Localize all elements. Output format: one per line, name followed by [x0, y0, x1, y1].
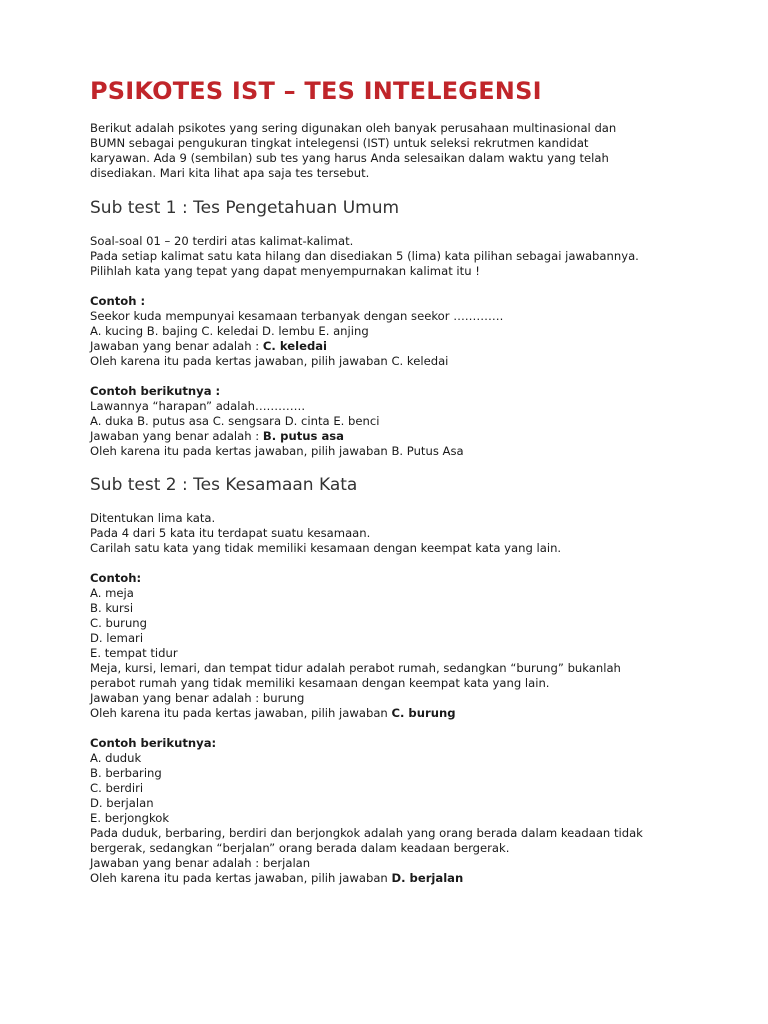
- intro-line: BUMN sebagai pengukuran tingkat intelegensi (IST) untuk seleksi rekrutmen kandidat: [90, 136, 589, 150]
- sub1-next-example-question: Lawannya “harapan” adalah………….: [90, 399, 305, 413]
- sub1-next-example-label: Contoh berikutnya :: [90, 384, 221, 398]
- sub2-next-example-answer: Jawaban yang benar adalah : berjalan: [90, 856, 311, 870]
- sub-test-2-section: [90, 511, 728, 886]
- sub2-example-label: Contoh:: [90, 571, 142, 585]
- conclusion-answer: D. berjalan: [391, 871, 464, 885]
- sub2-example-option: D. lemari: [90, 631, 144, 645]
- sub2-next-example-option: D. berjalan: [90, 796, 154, 810]
- sub1-example-conclusion: Oleh karena itu pada kertas jawaban, pilih jawaban C. keledai: [90, 354, 449, 368]
- sub2-next-example-explanation: bergerak, sedangkan “berjalan” orang berada dalam keadaan bergerak.: [90, 841, 510, 855]
- sub2-next-example-label: Contoh berikutnya:: [90, 736, 217, 750]
- sub2-desc-line: Pada 4 dari 5 kata itu terdapat suatu kesamaan.: [90, 526, 371, 540]
- sub2-desc-line: Ditentukan lima kata.: [90, 511, 216, 525]
- answer-value: C. keledai: [262, 339, 328, 353]
- page-title: PSIKOTES IST – TES INTELEGENSI: [90, 77, 542, 105]
- intro-line: disediakan. Mari kita lihat apa saja tes tersebut.: [90, 166, 370, 180]
- sub-test-1-section: [90, 234, 728, 459]
- sub1-desc-line: Pada setiap kalimat satu kata hilang dan disediakan 5 (lima) kata pilihan sebagai jawabannya.: [90, 249, 639, 263]
- sub2-example-option: B. kursi: [90, 601, 134, 615]
- sub2-example-answer: Jawaban yang benar adalah : burung: [90, 691, 305, 705]
- answer-value: B. putus asa: [262, 429, 345, 443]
- conclusion-prefix: Oleh karena itu pada kertas jawaban, pilih jawaban: [90, 871, 392, 885]
- sub-test-2-heading: Sub test 2 : Tes Kesamaan Kata: [90, 475, 358, 495]
- sub1-example-label: Contoh :: [90, 294, 146, 308]
- sub2-example-explanation: Meja, kursi, lemari, dan tempat tidur adalah perabot rumah, sedangkan “burung” bukanlah: [90, 661, 621, 675]
- sub2-example-option: E. tempat tidur: [90, 646, 178, 660]
- intro-line: Berikut adalah psikotes yang sering digunakan oleh banyak perusahaan multinasional dan: [90, 121, 617, 135]
- conclusion-answer: C. burung: [391, 706, 456, 720]
- sub1-next-example-answer: [90, 429, 728, 444]
- sub1-next-example-options: A. duka B. putus asa C. sengsara D. cinta E. benci: [90, 414, 380, 428]
- answer-prefix: Jawaban yang benar adalah :: [90, 339, 263, 353]
- sub1-desc-line: Pilihlah kata yang tepat yang dapat menyempurnakan kalimat itu !: [90, 264, 480, 278]
- sub2-example-conclusion: [90, 706, 728, 721]
- sub2-next-example-explanation: Pada duduk, berbaring, berdiri dan berjongkok adalah yang orang berada dalam keadaan tidak: [90, 826, 643, 840]
- sub1-desc-line: Soal-soal 01 – 20 terdiri atas kalimat-kalimat.: [90, 234, 354, 248]
- sub1-example-answer: [90, 339, 728, 354]
- sub2-next-example-option: A. duduk: [90, 751, 142, 765]
- conclusion-prefix: Oleh karena itu pada kertas jawaban, pilih jawaban: [90, 706, 392, 720]
- intro-paragraph: [90, 121, 728, 181]
- sub1-example-question: Seekor kuda mempunyai kesamaan terbanyak dengan seekor ………….: [90, 309, 504, 323]
- sub2-next-example-option: C. berdiri: [90, 781, 144, 795]
- sub2-example-option: A. meja: [90, 586, 134, 600]
- sub2-example-option: C. burung: [90, 616, 147, 630]
- intro-line: karyawan. Ada 9 (sembilan) sub tes yang harus Anda selesaikan dalam waktu yang telah: [90, 151, 609, 165]
- sub2-next-example-conclusion: [90, 871, 728, 886]
- answer-prefix: Jawaban yang benar adalah :: [90, 429, 263, 443]
- sub2-example-explanation: perabot rumah yang tidak memiliki kesamaan dengan keempat kata yang lain.: [90, 676, 550, 690]
- sub-test-1-heading: Sub test 1 : Tes Pengetahuan Umum: [90, 198, 400, 218]
- sub2-desc-line: Carilah satu kata yang tidak memiliki kesamaan dengan keempat kata yang lain.: [90, 541, 562, 555]
- sub2-next-example-option: E. berjongkok: [90, 811, 170, 825]
- sub1-example-options: A. kucing B. bajing C. keledai D. lembu E. anjing: [90, 324, 369, 338]
- sub2-next-example-option: B. berbaring: [90, 766, 162, 780]
- sub1-next-example-conclusion: Oleh karena itu pada kertas jawaban, pilih jawaban B. Putus Asa: [90, 444, 464, 458]
